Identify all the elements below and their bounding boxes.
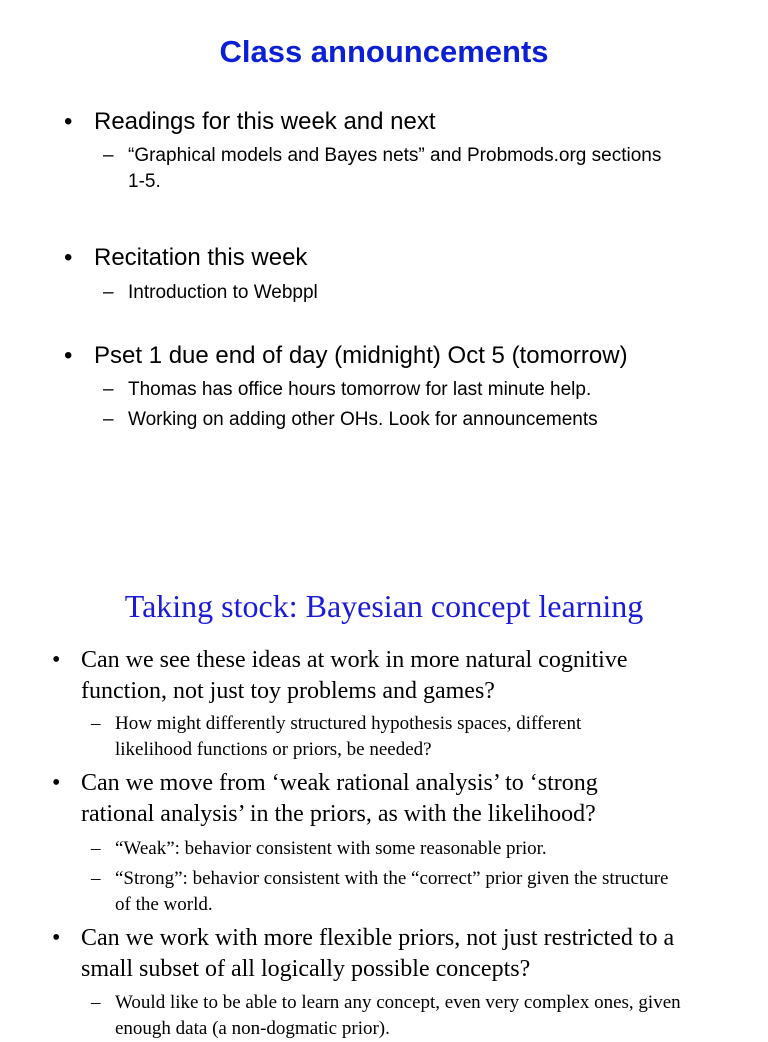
bullet-text: Can we move from ‘weak rational analysis’ to ‘strong rational analysis’ in the priors, as with the likelihood? bbox=[81, 770, 598, 827]
dash-marker: – bbox=[91, 713, 101, 734]
bullet-text: Pset 1 due end of day (midnight) Oct 5 (tomorrow) bbox=[94, 342, 628, 369]
dash-marker: – bbox=[91, 868, 101, 889]
dash-marker: – bbox=[91, 838, 101, 859]
sub-bullet-item bbox=[91, 990, 711, 1042]
sub-bullet-item bbox=[91, 711, 711, 763]
bullet-item bbox=[64, 342, 628, 370]
dash-marker: – bbox=[103, 409, 114, 430]
sub-bullet-item bbox=[103, 407, 703, 433]
sub-bullet-item bbox=[91, 836, 711, 862]
bullet-item bbox=[64, 108, 436, 136]
bullet-item bbox=[64, 244, 307, 272]
sub-bullet-item bbox=[91, 866, 711, 918]
bullet-marker: • bbox=[52, 925, 61, 951]
sub-bullet-text: Introduction to Webppl bbox=[128, 282, 318, 303]
dash-marker: – bbox=[103, 282, 114, 303]
sub-bullet-text: Thomas has office hours tomorrow for last minute help. bbox=[128, 379, 592, 400]
sub-bullet-text: “Weak”: behavior consistent with some reasonable prior. bbox=[115, 838, 547, 859]
sub-bullet-item bbox=[103, 377, 703, 403]
bullet-marker: • bbox=[64, 342, 73, 369]
bullet-text: Can we work with more flexible priors, not just restricted to a small subset of all logically possible concepts? bbox=[81, 925, 675, 982]
sub-bullet-text: “Strong”: behavior consistent with the “correct” prior given the structure of the world. bbox=[115, 868, 669, 915]
sub-bullet-text: Working on adding other OHs. Look for announcements bbox=[128, 409, 598, 430]
dash-marker: – bbox=[103, 379, 114, 400]
slide-taking-stock bbox=[0, 570, 768, 1039]
sub-bullet-item bbox=[103, 143, 703, 195]
bullet-item bbox=[52, 645, 722, 707]
bullet-text: Recitation this week bbox=[94, 244, 308, 271]
sub-bullet-item bbox=[103, 280, 703, 306]
sub-bullet-text: Would like to be able to learn any concept, even very complex ones, given enough data (a non-dogmatic prior). bbox=[115, 992, 681, 1039]
sub-bullet-text: “Graphical models and Bayes nets” and Probmods.org sections 1-5. bbox=[128, 145, 662, 192]
bullet-item bbox=[52, 923, 722, 985]
slide-title: Class announcements bbox=[219, 34, 549, 69]
slide-class-announcements bbox=[0, 0, 768, 470]
bullet-marker: • bbox=[52, 770, 61, 796]
bullet-text: Readings for this week and next bbox=[94, 108, 436, 135]
slide-title: Taking stock: Bayesian concept learning bbox=[124, 588, 644, 624]
bullet-marker: • bbox=[64, 108, 73, 135]
bullet-text: Can we see these ideas at work in more natural cognitive function, not just toy problems and games? bbox=[81, 647, 628, 704]
dash-marker: – bbox=[103, 145, 114, 166]
bullet-item bbox=[52, 768, 722, 830]
sub-bullet-text: How might differently structured hypothesis spaces, different likelihood functions or priors, be needed? bbox=[115, 713, 582, 760]
dash-marker: – bbox=[91, 992, 101, 1013]
bullet-marker: • bbox=[52, 647, 61, 673]
bullet-marker: • bbox=[64, 244, 73, 271]
